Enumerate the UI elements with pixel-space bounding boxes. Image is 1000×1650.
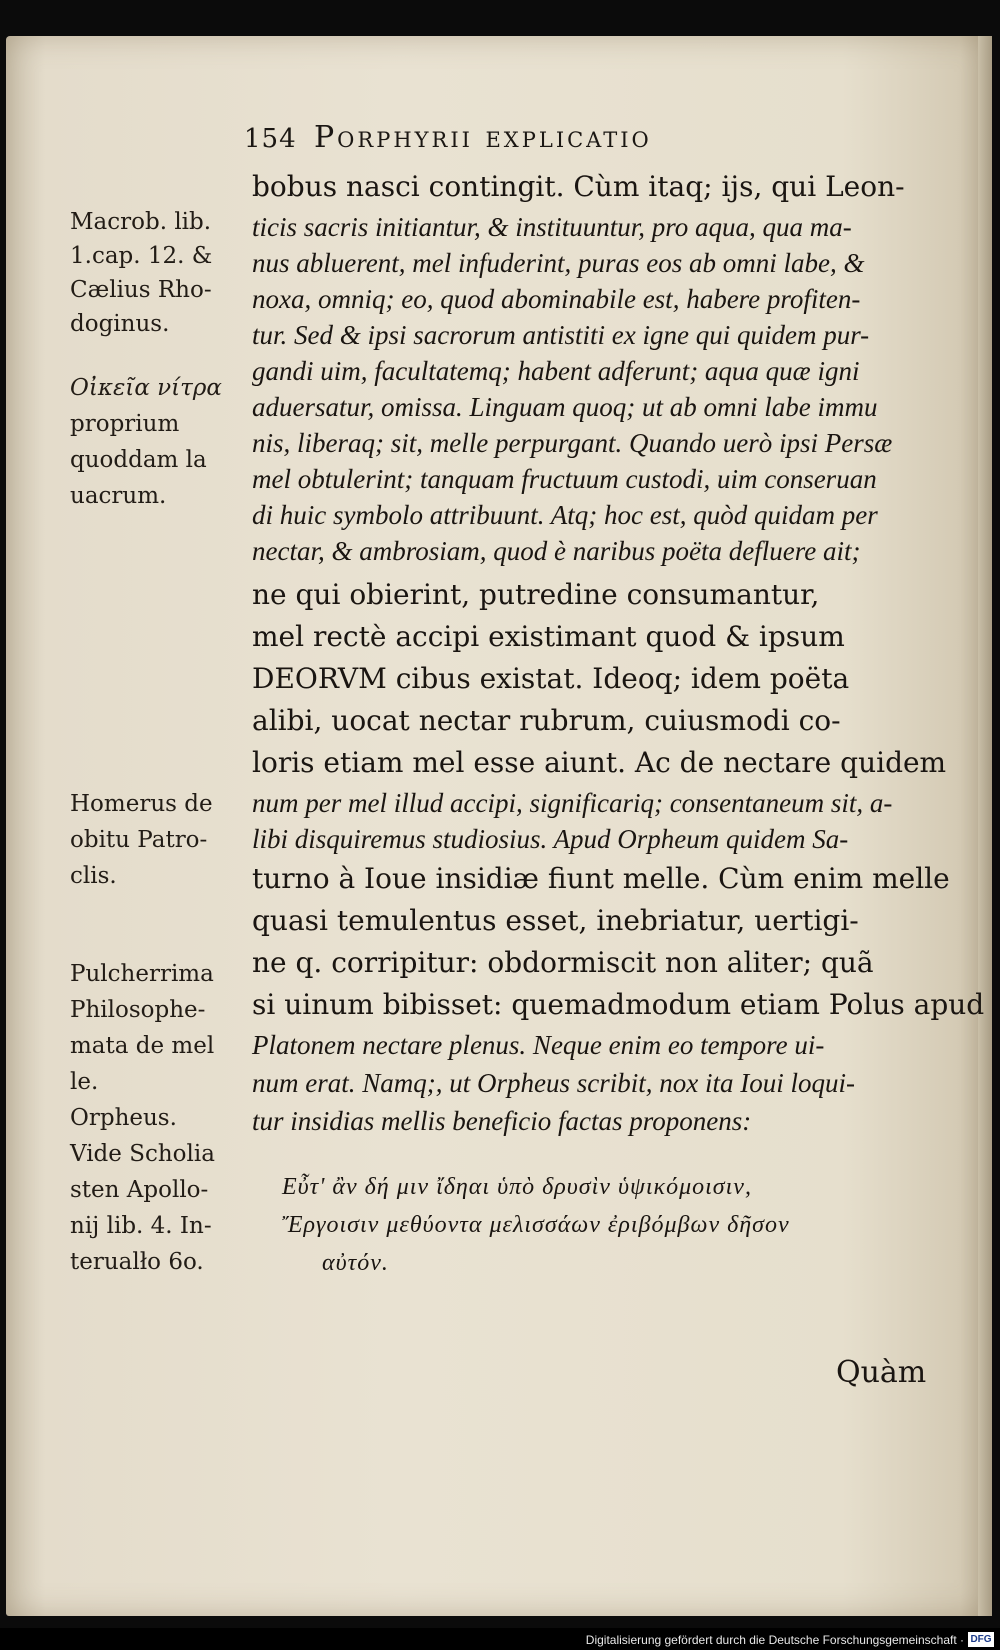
- margin-note-line: Pulcherrima: [70, 961, 214, 987]
- margin-note-line: obitu Patro-: [70, 827, 208, 853]
- text-line: bobus nasci contingit. Cùm itaq; ijs, qui Leon-: [252, 170, 905, 203]
- text-line: turno à Ioue insidiæ fiunt melle. Cùm enim melle: [252, 862, 950, 895]
- margin-note-line: sten Apollo-: [70, 1177, 209, 1203]
- text-line: alibi, uocat nectar rubrum, cuiusmodi co-: [252, 704, 841, 737]
- text-line: nus abluerent, mel infuderint, puras eos ab omni labe, &: [252, 248, 865, 278]
- text-line: si uinum bibisset: quemadmodum etiam Polus apud: [252, 988, 985, 1021]
- margin-note-line: Philosophe-: [70, 997, 206, 1023]
- text-line: ne qui obierint, putredine consumantur,: [252, 578, 820, 611]
- margin-note-line: Cælius Rho-: [70, 277, 212, 303]
- text-line: mel rectè accipi existimant quod & ipsum: [252, 620, 845, 653]
- margin-note-line: mata de mel: [70, 1033, 215, 1059]
- margin-note-line: 1.cap. 12. &: [70, 243, 213, 269]
- text-line: DEORVM cibus existat. Ideoq; idem poëta: [252, 662, 850, 695]
- text-line: mel obtulerint; tanquam fructuum custodi, uim conseruan: [252, 464, 877, 494]
- dfg-logo-icon: DFG: [968, 1632, 994, 1647]
- text-line: tur insidias mellis beneficio factas proponens:: [252, 1106, 752, 1136]
- footer-bar: [0, 1628, 1000, 1650]
- greek-verse-line: Εὖτ' ἂν δή μιν ἴδηαι ὑπὸ δρυσὶν ὑψικόμοισιν,: [282, 1174, 752, 1200]
- text-line: loris etiam mel esse aiunt. Ac de nectare quidem: [252, 746, 947, 779]
- margin-note-line: clis.: [70, 863, 117, 889]
- margin-note-line: Orpheus.: [70, 1105, 177, 1131]
- text-line: ne q. corripitur: obdormiscit non aliter; quã: [252, 946, 874, 979]
- text-line: num erat. Namq;, ut Orpheus scribit, nox ita Ioui loqui-: [252, 1068, 855, 1098]
- text-line: tur. Sed & ipsi sacrorum antistiti ex igne qui quidem pur-: [252, 320, 870, 350]
- text-line: nis, liberaq; sit, melle perpurgant. Quando uerò ipsi Persæ: [252, 428, 893, 458]
- margin-note-line: Οἰκεῖα νίτρα: [70, 375, 222, 401]
- text-line: num per mel illud accipi, significariq; consentaneum sit, a-: [252, 788, 893, 818]
- page-number: 154: [244, 124, 297, 154]
- text-line: noxa, omniq; eo, quod abominabile est, habere profiten-: [252, 284, 861, 314]
- text-line: di huic symbolo attribuunt. Atq; hoc est, quòd quidam per: [252, 500, 878, 530]
- text-line: ticis sacris initiantur, & instituuntur, pro aqua, qua ma-: [252, 212, 852, 242]
- margin-note-line: nij lib. 4. In-: [70, 1213, 212, 1239]
- margin-note-line: terualło 6o.: [70, 1249, 204, 1275]
- text-line: Platonem nectare plenus. Neque enim eo tempore ui-: [252, 1030, 825, 1060]
- body-text: [252, 0, 985, 1400]
- margin-note-line: Homerus de: [70, 791, 213, 817]
- text-line: aduersatur, omissa. Linguam quoq; ut ab omni labe immu: [252, 392, 878, 422]
- greek-verse-line: αὐτόν.: [322, 1250, 389, 1276]
- catchword: Quàm: [836, 1355, 927, 1390]
- footer-credit: Digitalisierung gefördert durch die Deutsche Forschungsgemeinschaft ·: [585, 1633, 964, 1647]
- running-title: Porphyrii explicatio: [314, 120, 652, 155]
- margin-note-line: Macrob. lib.: [70, 209, 212, 235]
- margin-notes: [70, 0, 245, 1400]
- margin-note-line: Vide Scholia: [70, 1141, 215, 1167]
- margin-note-line: proprium: [70, 411, 180, 437]
- margin-note-line: doginus.: [70, 311, 170, 337]
- text-line: quasi temulentus esset, inebriatur, uertigi-: [252, 904, 859, 937]
- text-line: nectar, & ambrosiam, quod è naribus poëta defluere ait;: [252, 536, 861, 566]
- text-line: libi disquiremus studiosius. Apud Orpheum quidem Sa-: [252, 824, 849, 854]
- margin-note-line: le.: [70, 1069, 99, 1095]
- margin-note-line: quoddam la: [70, 447, 207, 473]
- text-line: gandi uim, facultatemq; habent adferunt; aqua quæ igni: [252, 356, 860, 386]
- greek-verse-line: Ἔργοισιν μεθύοντα μελισσάων ἐριβόμβων δῆσον: [282, 1212, 790, 1238]
- page-edge: [978, 36, 992, 1616]
- margin-note-line: uacrum.: [70, 483, 167, 509]
